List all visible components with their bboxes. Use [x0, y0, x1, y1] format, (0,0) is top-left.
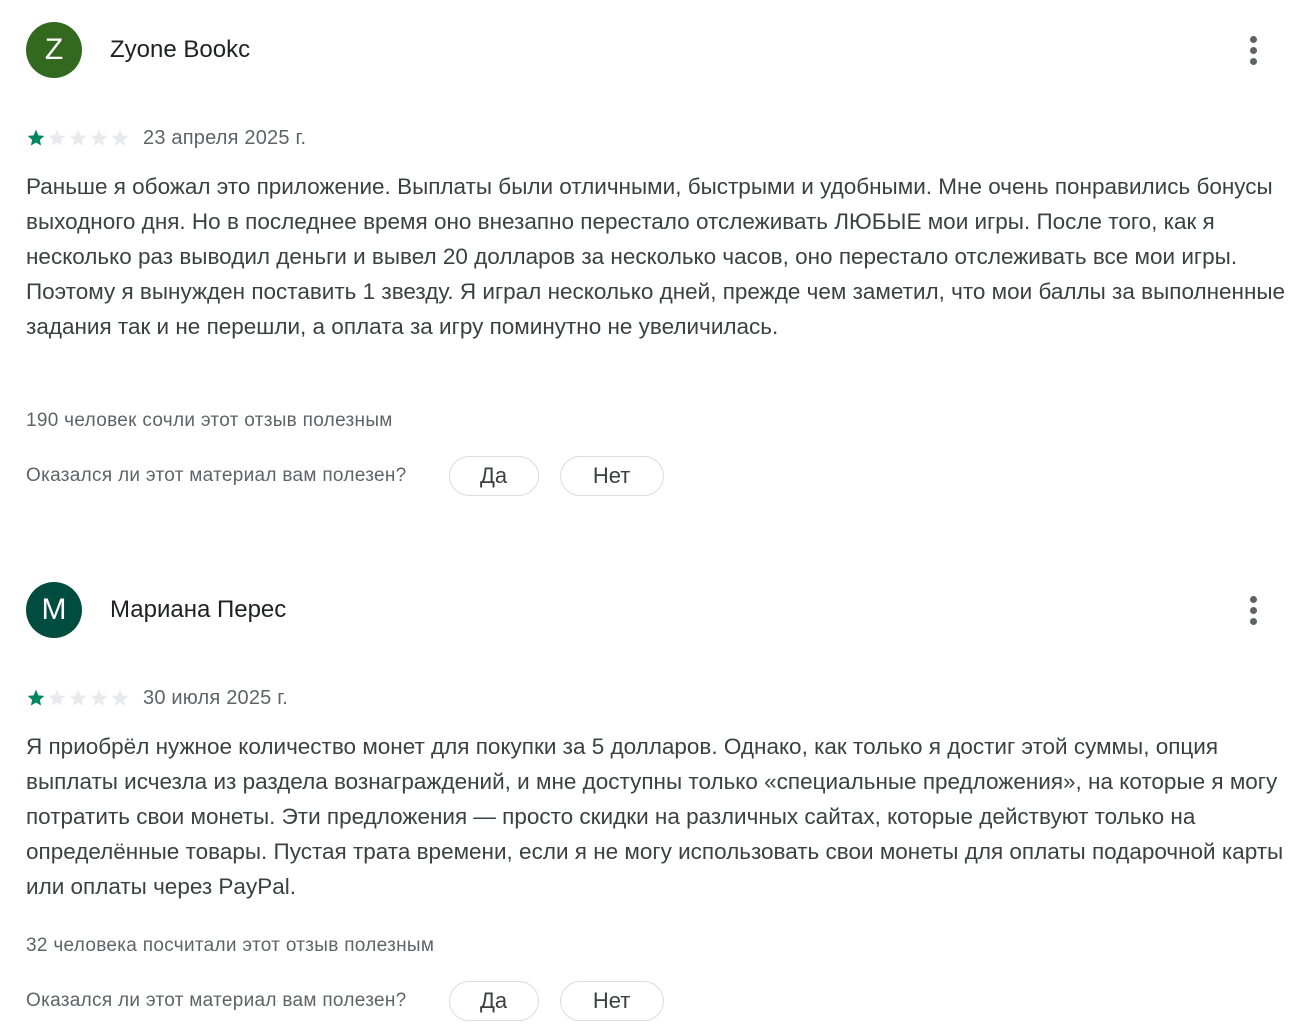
helpful-question-row [26, 456, 664, 496]
star-empty-icon [68, 128, 88, 148]
author-name: Zyone Bookc [110, 36, 251, 63]
avatar: Z [26, 22, 82, 78]
star-rating [26, 688, 131, 708]
helpful-question: Оказался ли этот материал вам полезен? [26, 990, 407, 1011]
star-empty-icon [47, 128, 67, 148]
helpful-count: 32 человека посчитали этот отзыв полезным [26, 935, 435, 956]
rating-row [26, 124, 306, 152]
star-empty-icon [47, 688, 67, 708]
rating-row [26, 684, 288, 712]
review-text: Раньше я обожал это приложение. Выплаты были отличными, быстрыми и удобными. Мне очень понравились бонусы выходного дня. Но в последнее время оно внезапно перестало отслеживать ЛЮБЫЕ мои игры. После того, как я несколько раз выводил деньги и вывел 20 долларов за несколько часов, оно перестало отслеживать все мои игры. Поэтому я вынужден поставить 1 звезду. Я играл несколько дней, прежде чем заметил, что мои баллы за выполненные задания так и не перешли, а оплата за игру поминутно не увеличилась. [26, 174, 1286, 339]
no-button[interactable]: Нет [560, 981, 664, 1021]
more-vert-icon[interactable] [1233, 30, 1273, 70]
helpful-count: 190 человек сочли этот отзыв полезным [26, 410, 393, 431]
more-vert-icon[interactable] [1233, 590, 1273, 630]
star-filled-icon [26, 688, 46, 708]
star-empty-icon [89, 688, 109, 708]
review-date: 23 апреля 2025 г. [143, 126, 307, 149]
review-text: Я приобрёл нужное количество монет для покупки за 5 долларов. Однако, как только я достиг этой суммы, опция выплаты исчезла из раздела вознаграждений, и мне доступны только «специальные предложения», на которые я могу потратить свои монеты. Эти предложения — просто скидки на различных сайтах, которые действуют только на определённые товары. Пустая трата времени, если я не могу использовать свои монеты для оплаты подарочной карты или оплаты через PayPal. [26, 734, 1284, 899]
review-date: 30 июля 2025 г. [143, 686, 289, 709]
yes-button[interactable]: Да [449, 981, 539, 1021]
helpful-question: Оказался ли этот материал вам полезен? [26, 465, 407, 486]
star-empty-icon [68, 688, 88, 708]
star-filled-icon [26, 128, 46, 148]
author-name: Мариана Перес [110, 596, 287, 623]
helpful-question-row [26, 981, 664, 1021]
star-rating [26, 128, 131, 148]
no-button[interactable]: Нет [560, 456, 664, 496]
star-empty-icon [110, 688, 130, 708]
star-empty-icon [89, 128, 109, 148]
yes-button[interactable]: Да [449, 456, 539, 496]
star-empty-icon [110, 128, 130, 148]
avatar: M [26, 582, 82, 638]
